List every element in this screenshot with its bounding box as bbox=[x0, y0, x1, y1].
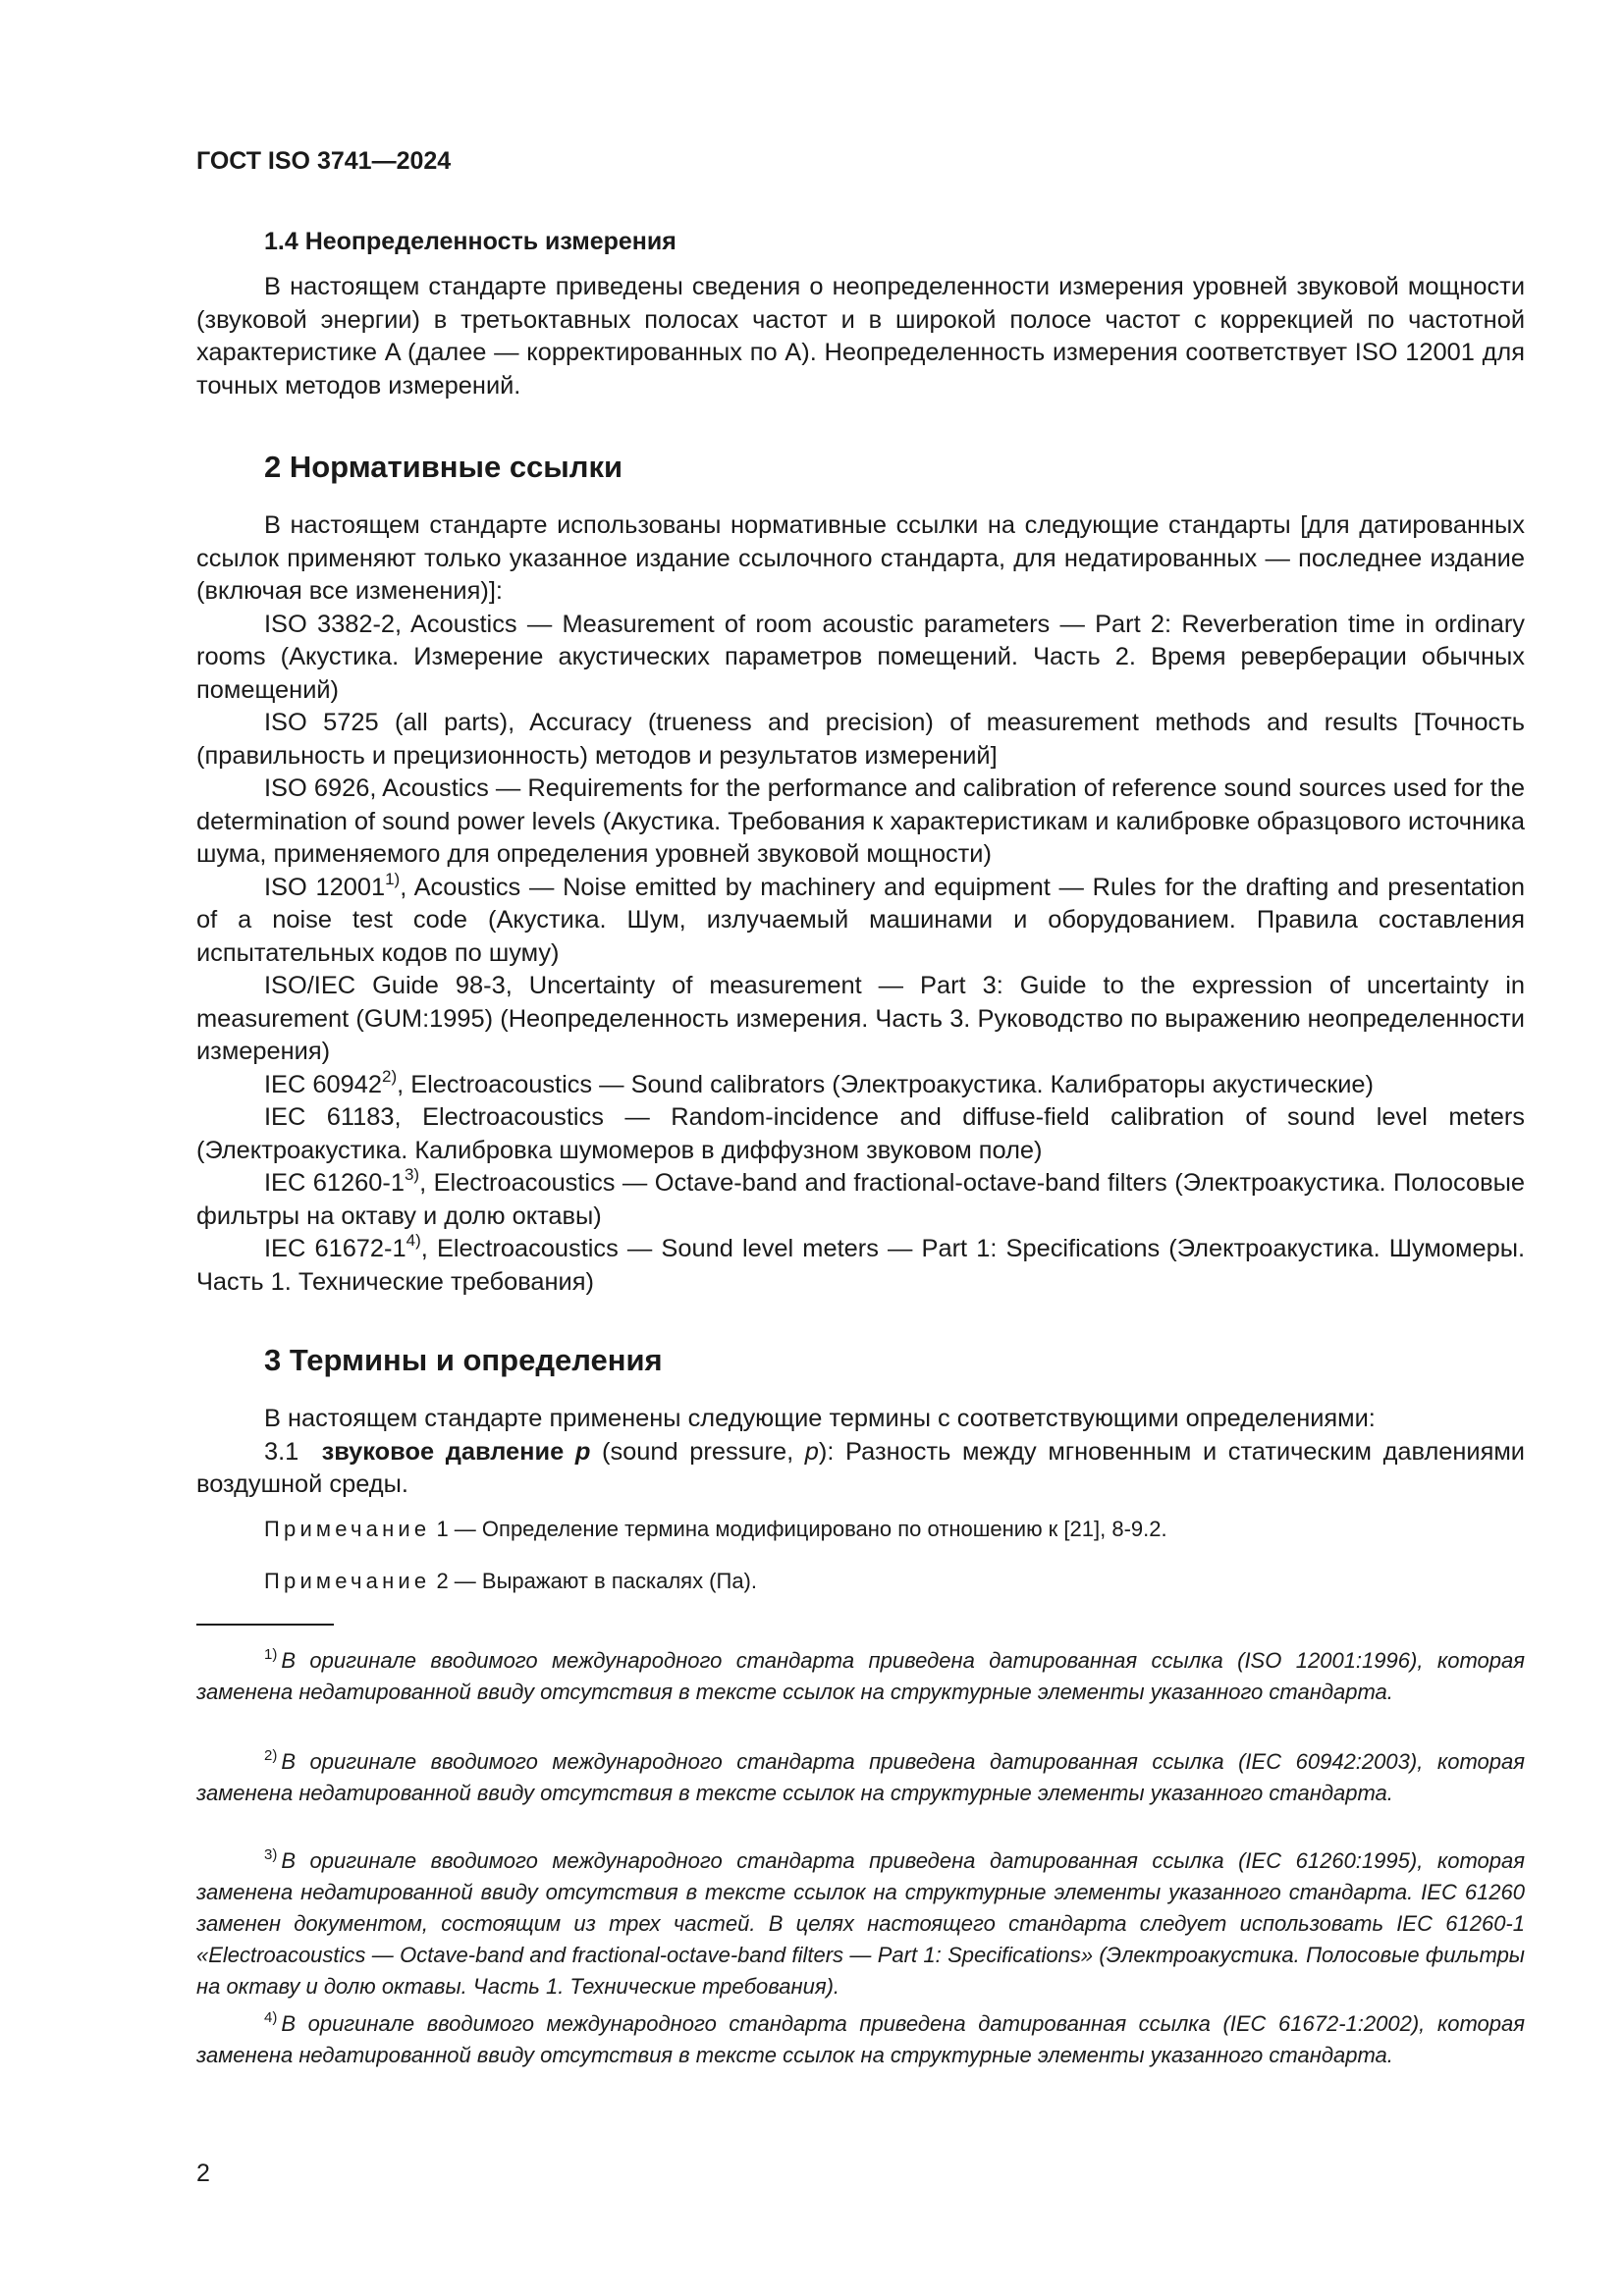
references-intro: В настоящем стандарте использованы нормативные ссылки на следующие стандарты [для датированных ссылок применяют только указанное издание ссылочного стандарта, для недатированных — последнее издание (включая все изменения)]: bbox=[196, 511, 1525, 605]
reference-item bbox=[196, 869, 1525, 971]
footnote-text: В оригинале вводимого международного стандарта приведена датированная ссылка (IEC 60942:2003), которая заменена недатированной ввиду отсутствия в тексте ссылок на структурные элементы указанного стандарта. bbox=[196, 1749, 1525, 1805]
note-text: 2 — Выражают в паскалях (Па). bbox=[430, 1569, 757, 1593]
note-2 bbox=[264, 1568, 757, 1595]
reference-text: , Electroacoustics — Sound level meters — Part 1: Specifications (Электроакустика. Шумомеры. Часть 1. Технические требования) bbox=[196, 1235, 1526, 1296]
footnote-ref-3: 3) bbox=[404, 1165, 420, 1184]
reference-text: , Electroacoustics — Octave-band and fractional-octave-band filters (Электроакустика. Полосовые фильтры на октаву и долю октавы) bbox=[196, 1169, 1525, 1230]
reference-item bbox=[196, 1167, 1525, 1233]
term-number: 3.1 bbox=[264, 1437, 299, 1466]
footnote-text: В оригинале вводимого международного стандарта приведена датированная ссылка (IEC 61260:1995), которая заменена недатированной ввиду отсутствия в тексте ссылок на структурные элементы указанного стандарта. IEC 61260 заменен документом, состоящим из трех частей. В целях настоящего стандарта следует использовать IEC 61260-1 «Electroacoustics — Octave-band and fractional-octave-band filters — Part 1: Specifications» (Электроакустика. Полосовые фильтры на октаву и долю октавы. Часть 1. Технические требования). bbox=[196, 1848, 1525, 1999]
reference-item bbox=[196, 773, 1525, 872]
reference-text: , Acoustics — Requirements for the performance and calibration of reference sound sources used for the determination of sound power levels (Акустика. Требования к характеристикам и калибровке образцового источника шума, применяемого для определения уровней звуковой мощности) bbox=[196, 774, 1525, 868]
term-name: звуковое давление bbox=[321, 1437, 565, 1466]
footnote-text: В оригинале вводимого международного стандарта приведена датированная ссылка (ISO 12001:1996), которая заменена недатированной ввиду отсутствия в тексте ссылок на структурные элементы указанного стандарта. bbox=[196, 1648, 1525, 1704]
reference-text: , Acoustics — Noise emitted by machinery and equipment — Rules for the drafting and presentation of a noise test code (Акустика. Шум, излучаемый машинами и оборудованием. Правила составления испытательных кодов по шуму) bbox=[196, 873, 1525, 967]
footnote-mark: 1) bbox=[264, 1646, 278, 1663]
reference-text: , Electroacoustics — Random-incidence and diffuse-field calibration of sound level meters (Электроакустика. Калибровка шумомеров в диффузном звуковом поле) bbox=[196, 1103, 1525, 1164]
term-english-symbol: p bbox=[804, 1437, 819, 1466]
footnote-3 bbox=[196, 1840, 1525, 2002]
footnote-separator bbox=[196, 1624, 334, 1626]
reference-text: (all parts), Accuracy (trueness and precision) of measurement methods and results [Точность (правильность и прецизионность) методов и результатов измерений] bbox=[196, 709, 1525, 770]
note-label: Примечание bbox=[264, 1569, 431, 1593]
footnote-mark: 4) bbox=[264, 2009, 278, 2026]
note-text: 1 — Определение термина модифицировано по отношению к [21], 8-9.2. bbox=[430, 1517, 1167, 1541]
note-1 bbox=[264, 1516, 1167, 1543]
note-label: Примечание bbox=[264, 1517, 431, 1541]
footnote-1 bbox=[196, 1639, 1525, 1708]
footnote-4 bbox=[196, 2002, 1525, 2071]
footnote-ref-1: 1) bbox=[385, 869, 401, 888]
footnote-2 bbox=[196, 1740, 1525, 1809]
term-definition: Разность между мгновенным и статическим давлениями воздушной среды. bbox=[196, 1437, 1525, 1498]
footnote-ref-4: 4) bbox=[406, 1231, 421, 1250]
reference-code: ISO/IEC Guide 98-3 bbox=[264, 972, 506, 999]
reference-text: , Uncertainty of measurement — Part 3: Guide to the expression of uncertainty in measurement (GUM:1995) (Неопределенность измерения. Часть 3. Руководство по выражению неопределенности измерения) bbox=[196, 972, 1525, 1065]
section-1-4-title: 1.4 Неопределенность измерения bbox=[264, 228, 677, 255]
reference-item bbox=[196, 1101, 1525, 1167]
reference-code: IEC 61672-1 bbox=[264, 1235, 406, 1262]
reference-code: IEC 61183 bbox=[264, 1103, 395, 1131]
reference-item bbox=[196, 609, 1525, 708]
reference-text: , Electroacoustics — Sound calibrators (Электроакустика. Калибраторы акустические) bbox=[397, 1070, 1375, 1098]
reference-item bbox=[196, 1233, 1525, 1299]
footnote-mark: 3) bbox=[264, 1846, 278, 1863]
reference-text: , Acoustics — Measurement of room acoustic parameters — Part 2: Reverberation time in ordinary rooms (Акустика. Измерение акустических параметров помещений. Часть 2. Время реверберации обычных помещений) bbox=[196, 610, 1525, 704]
terms-intro: В настоящем стандарте применены следующие термины с соответствующими определениями: bbox=[264, 1405, 1376, 1432]
reference-item bbox=[196, 970, 1525, 1069]
reference-code: ISO 12001 bbox=[264, 873, 386, 901]
reference-code: ISO 5725 bbox=[264, 709, 379, 736]
reference-item bbox=[196, 707, 1525, 773]
terms-block bbox=[196, 1403, 1525, 1502]
footnote-text: В оригинале вводимого международного стандарта приведена датированная ссылка (IEC 61672-1:2002), которая заменена недатированной ввиду отсутствия в тексте ссылок на структурные элементы указанного стандарта. bbox=[196, 2011, 1525, 2067]
normative-references bbox=[196, 509, 1525, 1299]
footnote-ref-2: 2) bbox=[382, 1066, 398, 1086]
term-english-open: (sound pressure, bbox=[590, 1437, 805, 1466]
page-number: 2 bbox=[196, 2160, 210, 2187]
term-symbol: p bbox=[574, 1437, 591, 1466]
reference-code: IEC 61260-1 bbox=[264, 1169, 405, 1197]
reference-code: IEC 60942 bbox=[264, 1070, 382, 1098]
reference-code: ISO 6926 bbox=[264, 774, 370, 802]
running-head: ГОСТ ISO 3741—2024 bbox=[196, 147, 452, 175]
reference-item bbox=[196, 1066, 1525, 1102]
term-3-1 bbox=[196, 1436, 1525, 1502]
section-2-title: 2 Нормативные ссылки bbox=[264, 450, 623, 484]
term-english-close: ): bbox=[818, 1437, 835, 1466]
footnote-mark: 2) bbox=[264, 1747, 278, 1764]
section-3-title: 3 Термины и определения bbox=[264, 1343, 663, 1377]
reference-code: ISO 3382-2 bbox=[264, 610, 396, 638]
section-1-4-body: В настоящем стандарте приведены сведения о неопределенности измерения уровней звуковой мощности (звуковой энергии) в третьоктавных полосах частот и в широкой полосе частот с коррекцией по частотной характеристике A (далее — корректированных по A). Неопределенность измерения соответствует ISO 12001 для точных методов измерений. bbox=[196, 273, 1525, 400]
